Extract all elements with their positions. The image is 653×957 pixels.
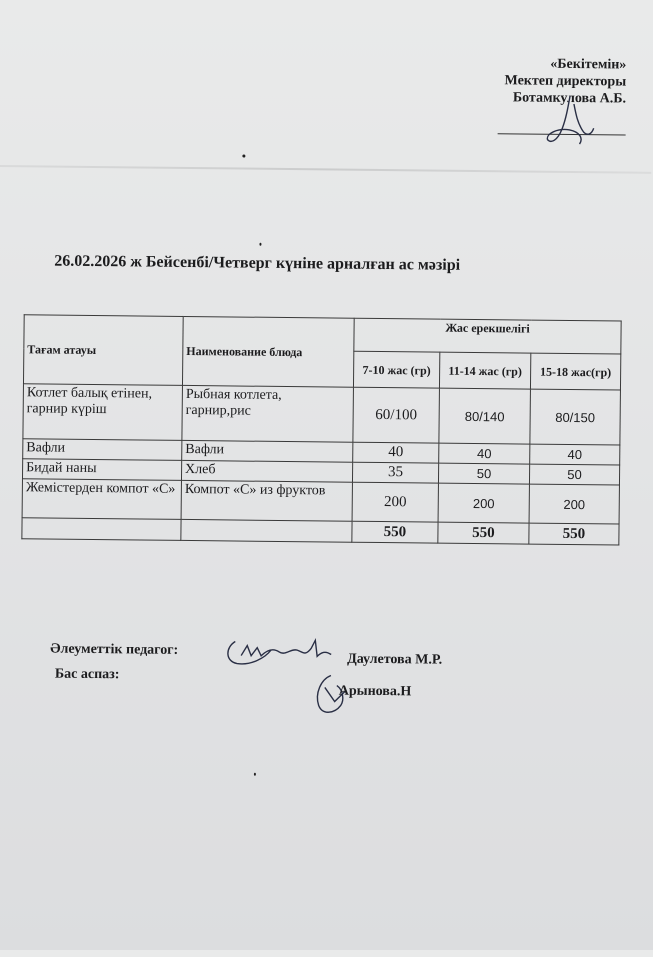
col-header-age-group: Жас ерекшелігі: [354, 318, 621, 354]
total-7-10: 550: [352, 521, 438, 543]
dish-ru: Хлеб: [181, 460, 352, 482]
dish-kz: Бидай наны: [22, 459, 181, 481]
col-header-age-1: 7-10 жас (гр): [353, 351, 439, 388]
portion-11-14: 200: [438, 483, 529, 523]
col-header-ru: Наименование блюда: [182, 316, 354, 387]
paper-fold: [0, 165, 651, 174]
paper-speck: [259, 243, 261, 246]
portion-7-10: 40: [353, 442, 439, 463]
paper-speck: [242, 155, 245, 158]
pedagog-name: Даулетова М.Р.: [347, 651, 443, 668]
total-11-14: 550: [438, 522, 529, 544]
portion-15-18: 80/150: [530, 389, 621, 445]
director-signature: [539, 94, 600, 155]
portion-15-18: 40: [530, 444, 620, 465]
table-header-row: [24, 315, 621, 354]
totals-empty-ru: [181, 519, 352, 542]
dish-kz: Котлет балық етінен, гарнир күріш: [23, 384, 183, 441]
dish-kz: Вафли: [23, 439, 182, 461]
total-15-18: 550: [529, 523, 619, 545]
portion-7-10: 60/100: [353, 387, 440, 443]
cook-name: Арынова.Н: [338, 683, 412, 700]
portion-15-18: 200: [529, 484, 619, 524]
director-name: Ботамкулова А.Б.: [512, 90, 627, 107]
table-row: [23, 384, 621, 445]
portion-11-14: 80/140: [439, 388, 531, 444]
dish-ru: Компот «С» из фруктов: [181, 480, 352, 521]
portion-11-14: 50: [438, 463, 529, 484]
menu-table: [21, 314, 621, 545]
portion-7-10: 200: [352, 482, 438, 522]
col-header-age-3: 15-18 жас(гр): [530, 353, 620, 390]
totals-empty-kz: [22, 518, 181, 541]
approval-stamp-text: «Бекітемін»: [550, 56, 627, 73]
portion-15-18: 50: [529, 464, 619, 485]
dish-ru: Вафли: [182, 440, 353, 462]
col-header-kz: Тағам атауы: [23, 315, 183, 386]
cook-label: Бас аспаз:: [54, 666, 120, 683]
dish-kz: Жемістерден компот «С»: [22, 479, 181, 520]
pedagog-label: Әлеуметтік педагог:: [50, 641, 179, 658]
portion-11-14: 40: [439, 443, 530, 464]
paper-speck: [254, 773, 256, 776]
approval-position: Мектеп директоры: [504, 73, 627, 90]
pedagog-signature: [221, 635, 341, 670]
dish-ru: Рыбная котлета, гарнир,рис: [182, 385, 354, 442]
portion-7-10: 35: [352, 462, 438, 483]
page-title: 26.02.2026 ж Бейсенбі/Четверг күніне арналған ас мәзірі: [54, 252, 461, 274]
table-row: [22, 479, 619, 524]
col-header-age-2: 11-14 жас (гр): [439, 352, 530, 389]
